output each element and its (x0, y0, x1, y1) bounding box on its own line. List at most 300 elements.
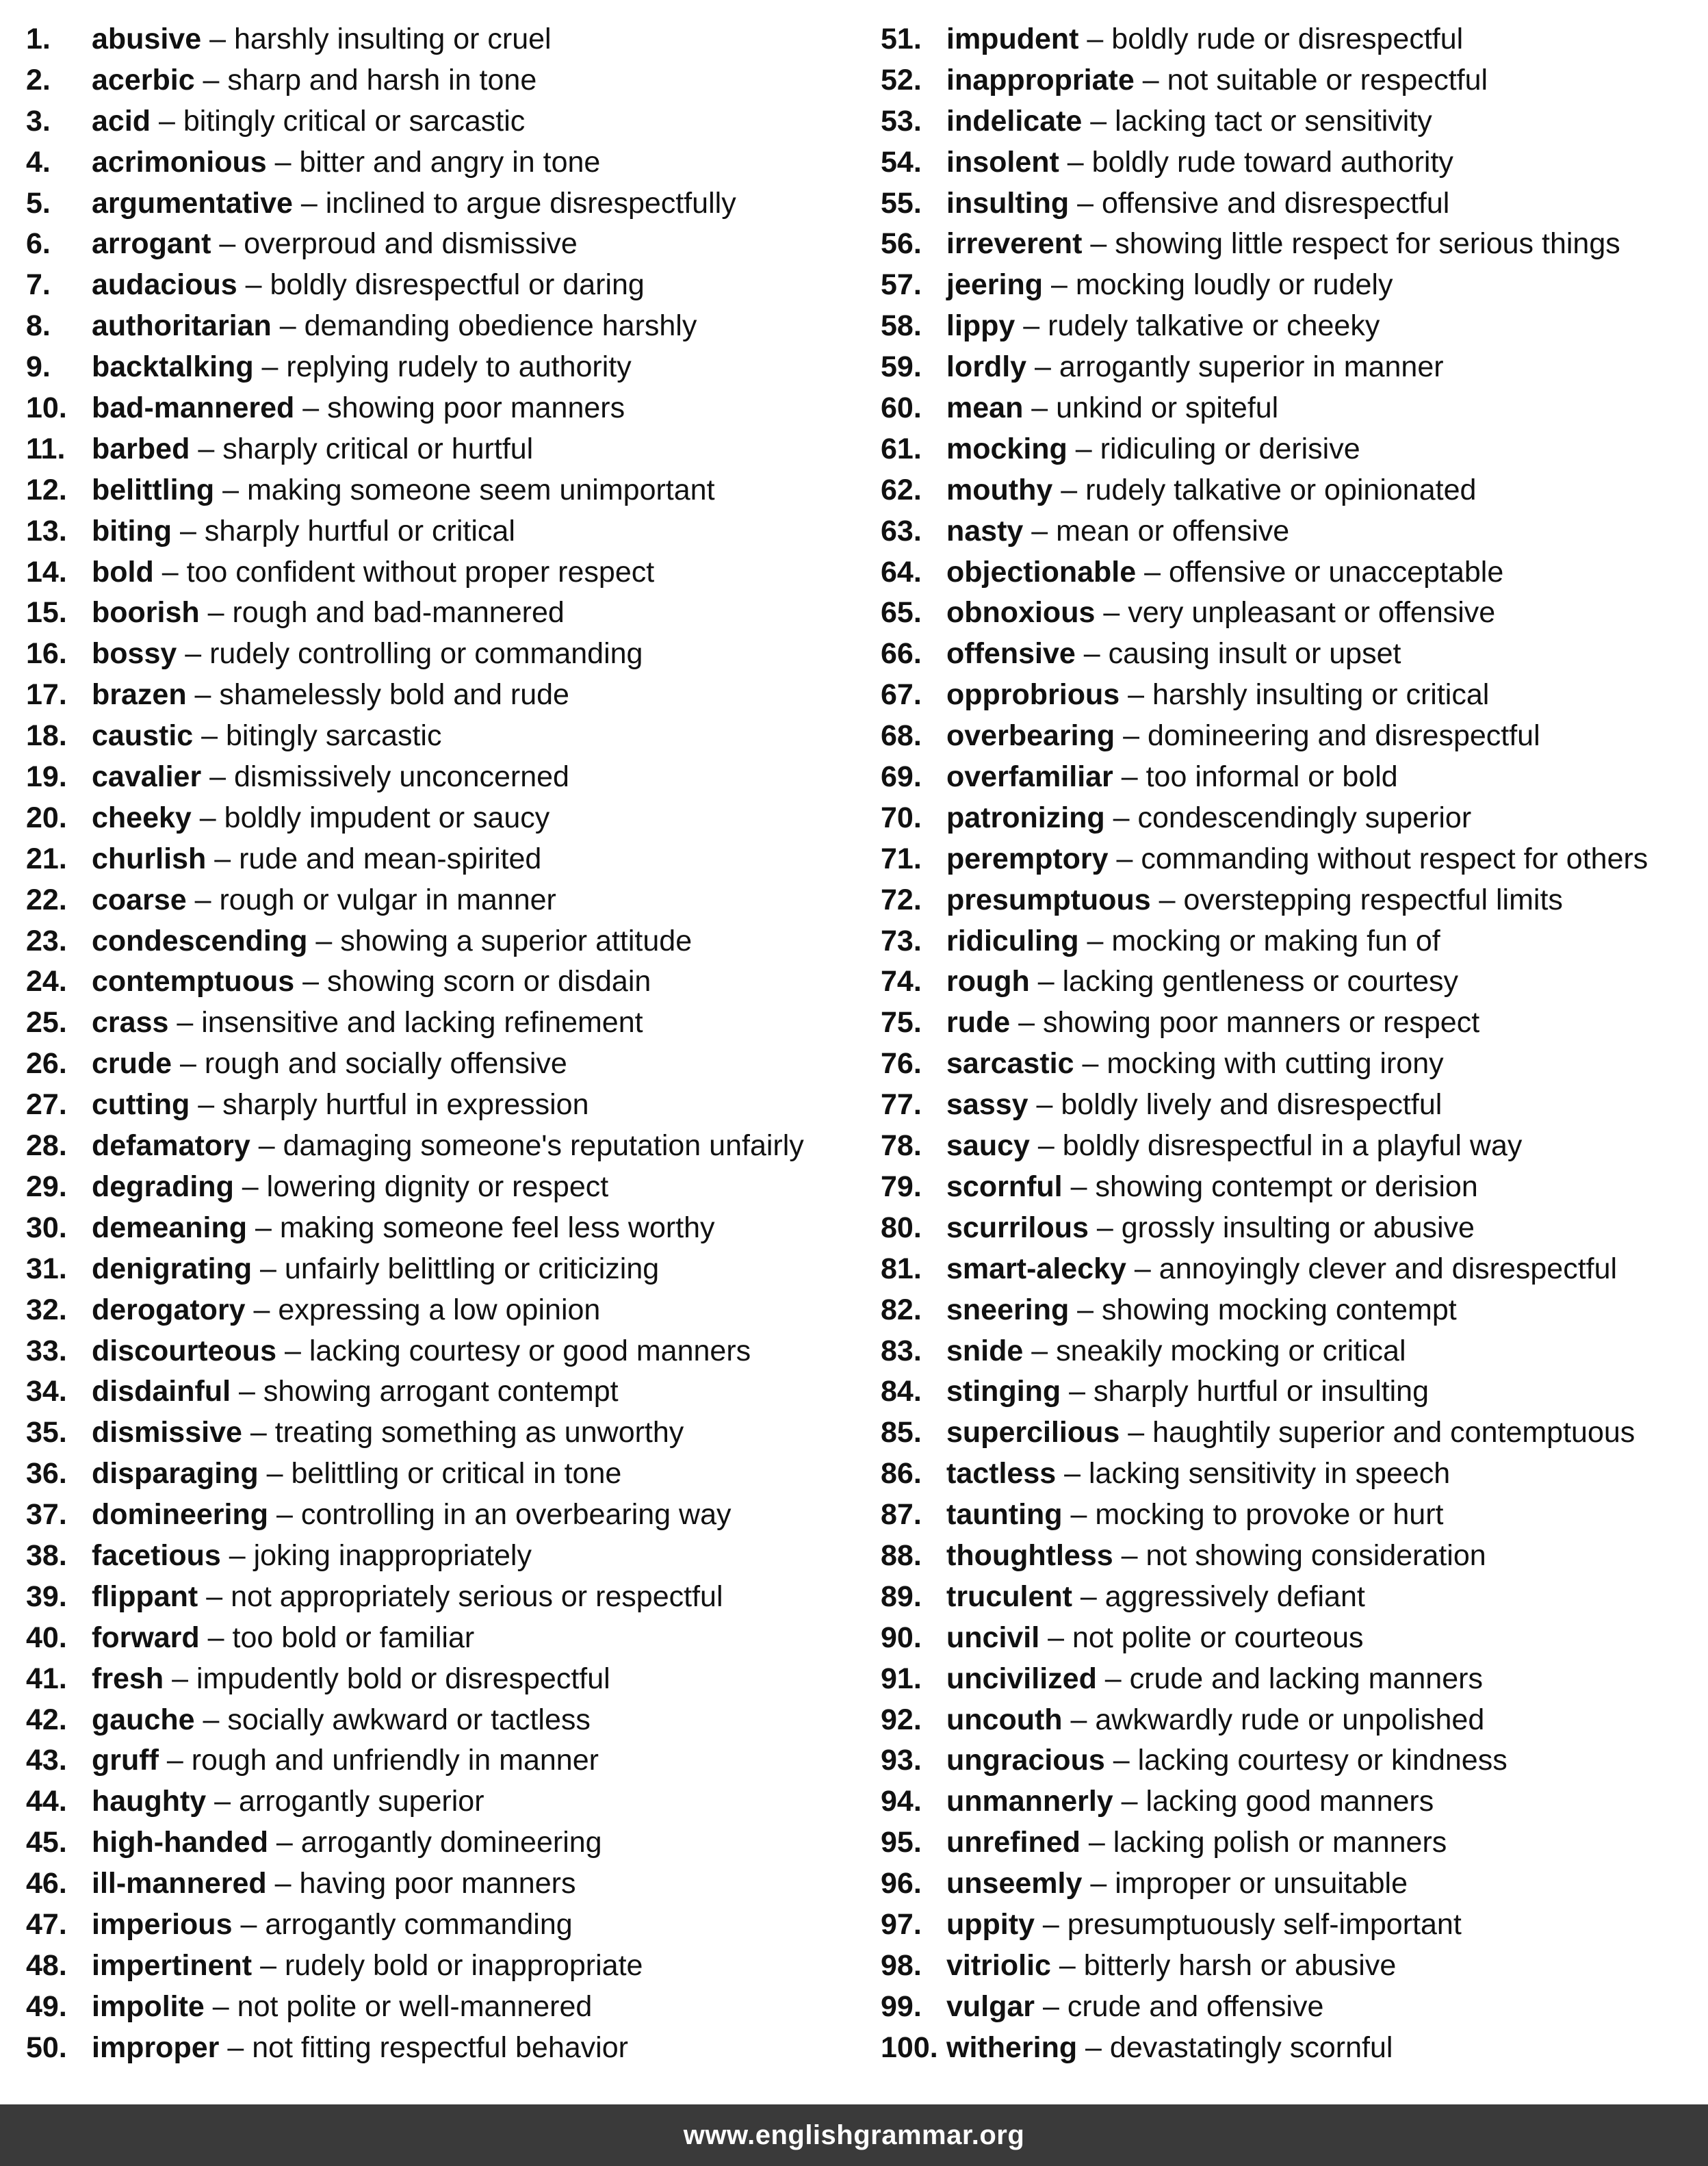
item-number: 6. (26, 227, 51, 261)
list-item (26, 1946, 868, 1987)
item-term: withering (946, 2030, 1078, 2064)
list-item (26, 224, 868, 265)
item-separator: – (151, 104, 183, 138)
item-number: 98. (881, 1948, 922, 1982)
item-number: 99. (881, 1989, 922, 2023)
item-number: 56. (881, 227, 922, 261)
list-item (881, 1167, 1695, 1208)
list-item (26, 265, 868, 306)
item-separator: – (252, 1252, 285, 1285)
item-separator: – (1023, 391, 1057, 425)
item-separator: – (1062, 1703, 1096, 1736)
item-separator: – (1023, 514, 1057, 547)
item-separator: – (191, 801, 224, 834)
item-term: barbed (92, 432, 190, 465)
item-definition: showing poor manners or respect (1043, 1006, 1480, 1040)
item-number: 22. (26, 883, 67, 916)
item-number: 80. (881, 1211, 922, 1244)
item-definition: lacking good manners (1146, 1785, 1434, 1818)
item-number: 61. (881, 432, 922, 465)
item-separator: – (1078, 23, 1112, 55)
item-term: haughty (92, 1785, 207, 1818)
item-number: 85. (881, 1416, 922, 1449)
item-number: 88. (881, 1538, 922, 1572)
item-term: crass (92, 1006, 169, 1040)
list-item (26, 1700, 868, 1741)
item-definition: mean or offensive (1056, 514, 1290, 547)
item-definition: making someone feel less worthy (279, 1211, 715, 1244)
item-definition: domineering and disrespectful (1147, 719, 1540, 753)
list-item (881, 1454, 1695, 1495)
item-number: 32. (26, 1293, 67, 1326)
item-number: 65. (881, 596, 922, 630)
item-number: 96. (881, 1867, 922, 1900)
item-term: insolent (946, 145, 1059, 179)
item-number: 82. (881, 1293, 922, 1326)
item-definition: rough and socially offensive (204, 1047, 567, 1081)
list-item (881, 1536, 1695, 1577)
item-definition: too informal or bold (1146, 760, 1398, 794)
item-term: acid (92, 104, 151, 138)
item-separator: – (252, 1948, 285, 1982)
item-definition: showing a superior attitude (340, 924, 693, 957)
item-separator: – (1088, 1211, 1122, 1244)
list-item (26, 1536, 868, 1577)
item-number: 91. (881, 1662, 922, 1695)
list-item (881, 101, 1695, 142)
item-separator: – (1062, 1498, 1096, 1532)
item-term: uncouth (946, 1703, 1063, 1736)
item-definition: inclined to argue disrespectfully (325, 186, 736, 220)
item-term: jeering (946, 268, 1043, 302)
list-item (26, 1618, 868, 1659)
item-number: 83. (881, 1334, 922, 1367)
item-definition: boldly impudent or saucy (224, 801, 550, 834)
list-item (881, 265, 1695, 306)
item-definition: not fitting respectful behavior (252, 2030, 628, 2064)
item-definition: grossly insulting or abusive (1121, 1211, 1475, 1244)
list-item (26, 921, 868, 962)
list-item (26, 429, 868, 470)
list-item (881, 1003, 1695, 1044)
item-definition: commanding without respect for others (1141, 842, 1648, 875)
item-number: 20. (26, 801, 67, 834)
item-separator: – (292, 186, 326, 220)
list-item (881, 1208, 1695, 1249)
item-definition: offensive or unacceptable (1168, 555, 1504, 589)
item-separator: – (206, 1785, 240, 1818)
item-number: 49. (26, 1989, 67, 2023)
item-number: 54. (881, 145, 922, 179)
item-definition: not appropriately serious or respectful (231, 1580, 723, 1613)
item-separator: – (1074, 1047, 1107, 1081)
list-item (26, 962, 868, 1003)
list-item (881, 1126, 1695, 1167)
list-item (26, 1249, 868, 1290)
list-item (881, 388, 1695, 429)
list-item (26, 1003, 868, 1044)
item-separator: – (198, 1580, 231, 1613)
list-item (26, 1454, 868, 1495)
item-separator: – (233, 1170, 267, 1203)
list-item (881, 675, 1695, 716)
item-number: 41. (26, 1662, 67, 1695)
item-definition: not polite or well-mannered (237, 1989, 593, 2023)
item-separator: – (204, 1989, 237, 2023)
item-separator: – (1150, 883, 1184, 916)
list-item (881, 1085, 1695, 1126)
item-number: 26. (26, 1047, 67, 1081)
list-item (881, 1700, 1695, 1741)
item-separator: – (1113, 760, 1146, 794)
item-definition: boldly lively and disrespectful (1061, 1088, 1442, 1122)
list-item (26, 839, 868, 880)
item-term: cavalier (92, 760, 202, 794)
item-number: 90. (881, 1621, 922, 1654)
item-term: defamatory (92, 1129, 250, 1163)
list-item (26, 1987, 868, 2028)
item-number: 14. (26, 555, 67, 589)
item-separator: – (1052, 473, 1086, 506)
list-item (26, 675, 868, 716)
item-separator: – (186, 678, 220, 712)
item-separator: – (1010, 1006, 1043, 1040)
item-number: 66. (881, 637, 922, 671)
item-number: 38. (26, 1538, 67, 1572)
item-term: high-handed (92, 1826, 268, 1859)
item-term: dismissive (92, 1416, 242, 1449)
list-item (881, 1577, 1695, 1618)
item-term: opprobrious (946, 678, 1120, 712)
item-term: mocking (946, 432, 1068, 465)
list-item (881, 347, 1695, 388)
item-number: 8. (26, 309, 51, 343)
item-number: 46. (26, 1867, 67, 1900)
item-definition: too confident without proper respect (186, 555, 655, 589)
list-item (881, 798, 1695, 839)
item-term: caustic (92, 719, 194, 753)
item-term: flippant (92, 1580, 198, 1613)
item-term: rough (946, 965, 1030, 998)
list-item (881, 1987, 1695, 2028)
item-definition: crude and lacking manners (1129, 1662, 1483, 1695)
list-item (26, 1495, 868, 1536)
item-separator: – (268, 1826, 301, 1859)
item-term: crude (92, 1047, 172, 1081)
list-item (26, 716, 868, 757)
item-number: 37. (26, 1498, 67, 1532)
item-definition: improper or unsuitable (1115, 1867, 1408, 1900)
item-term: bad-mannered (92, 391, 295, 425)
list-item (881, 19, 1695, 60)
item-separator: – (1108, 842, 1141, 875)
item-separator: – (201, 760, 235, 794)
list-item (26, 388, 868, 429)
item-separator: – (1050, 1948, 1084, 1982)
item-term: smart-alecky (946, 1252, 1126, 1285)
item-separator: – (307, 924, 341, 957)
item-separator: – (153, 555, 187, 589)
item-separator: – (1039, 1621, 1073, 1654)
item-definition: lowering dignity or respect (266, 1170, 609, 1203)
item-separator: – (276, 1334, 309, 1367)
list-item (26, 347, 868, 388)
item-term: cheeky (92, 801, 192, 834)
item-number: 25. (26, 1006, 67, 1040)
item-term: boorish (92, 596, 200, 630)
item-term: brazen (92, 678, 187, 712)
item-separator: – (1056, 1457, 1089, 1491)
item-definition: joking inappropriately (253, 1538, 532, 1572)
item-number: 76. (881, 1047, 922, 1081)
item-number: 21. (26, 842, 67, 875)
item-term: acrimonious (92, 145, 267, 179)
list-item (881, 1290, 1695, 1331)
item-number: 70. (881, 801, 922, 834)
item-separator: – (253, 350, 287, 384)
item-term: ungracious (946, 1744, 1105, 1777)
item-definition: bitter and angry in tone (299, 145, 601, 179)
item-separator: – (1078, 924, 1112, 957)
item-number: 28. (26, 1129, 67, 1163)
item-term: unrefined (946, 1826, 1081, 1859)
list-item (881, 634, 1695, 675)
item-term: overbearing (946, 719, 1115, 753)
list-item (881, 880, 1695, 921)
item-separator: – (220, 1538, 254, 1572)
item-separator: – (271, 309, 305, 343)
item-term: facetious (92, 1538, 221, 1572)
list-item (26, 470, 868, 511)
item-term: peremptory (946, 842, 1109, 875)
item-number: 31. (26, 1252, 67, 1285)
list-item (881, 839, 1695, 880)
item-number: 78. (881, 1129, 922, 1163)
item-definition: very unpleasant or offensive (1128, 596, 1496, 630)
list-item (881, 1618, 1695, 1659)
list-item (26, 1371, 868, 1413)
item-term: sneering (946, 1293, 1070, 1326)
item-number: 51. (881, 23, 922, 55)
list-item (26, 306, 868, 347)
item-term: stinging (946, 1375, 1061, 1408)
item-definition: treating something as unworthy (274, 1416, 684, 1449)
item-separator: – (1113, 1785, 1146, 1818)
item-definition: boldly rude or disrespectful (1111, 23, 1464, 55)
item-number: 36. (26, 1457, 67, 1491)
item-number: 19. (26, 760, 67, 794)
item-number: 17. (26, 678, 67, 712)
item-term: demeaning (92, 1211, 247, 1244)
item-definition: sharply hurtful or insulting (1094, 1375, 1429, 1408)
item-separator: – (1104, 1744, 1138, 1777)
item-definition: lacking polish or manners (1113, 1826, 1447, 1859)
item-term: degrading (92, 1170, 234, 1203)
list-item (26, 60, 868, 101)
list-item (881, 142, 1695, 183)
item-separator: – (1080, 1826, 1113, 1859)
item-number: 23. (26, 924, 67, 957)
item-separator: – (294, 965, 328, 998)
item-separator: – (172, 514, 205, 547)
item-term: arrogant (92, 227, 211, 261)
item-separator: – (1113, 1538, 1146, 1572)
item-term: sarcastic (946, 1047, 1074, 1081)
item-separator: – (177, 637, 210, 671)
item-definition: arrogantly domineering (300, 1826, 602, 1859)
item-separator: – (266, 1867, 300, 1900)
item-term: obnoxious (946, 596, 1096, 630)
item-separator: – (242, 1416, 275, 1449)
item-number: 59. (881, 350, 922, 384)
item-term: mouthy (946, 473, 1053, 506)
item-definition: lacking courtesy or good manners (309, 1334, 751, 1367)
item-term: irreverent (946, 227, 1083, 261)
item-definition: lacking sensitivity in speech (1088, 1457, 1451, 1491)
item-separator: – (186, 883, 220, 916)
item-separator: – (1115, 719, 1148, 753)
item-number: 60. (881, 391, 922, 425)
item-definition: condescendingly superior (1137, 801, 1472, 834)
item-separator: – (1077, 2030, 1110, 2064)
word-column-left (26, 19, 868, 2069)
item-definition: showing little respect for serious things (1115, 227, 1620, 261)
item-definition: rudely controlling or commanding (209, 637, 643, 671)
list-item (26, 101, 868, 142)
list-item (26, 1740, 868, 1781)
item-definition: sharply hurtful or critical (204, 514, 515, 547)
list-item (26, 1290, 868, 1331)
item-number: 3. (26, 104, 51, 138)
list-item (881, 224, 1695, 265)
item-separator: – (1082, 227, 1115, 261)
item-separator: – (1096, 1662, 1130, 1695)
item-definition: mocking to provoke or hurt (1095, 1498, 1444, 1532)
item-definition: insensitive and lacking refinement (201, 1006, 643, 1040)
item-definition: annoyingly clever and disrespectful (1159, 1252, 1618, 1285)
item-definition: making someone seem unimportant (246, 473, 715, 506)
list-item (881, 1905, 1695, 1946)
item-definition: having poor manners (299, 1867, 576, 1900)
item-number: 89. (881, 1580, 922, 1613)
item-number: 7. (26, 268, 51, 302)
item-definition: lacking courtesy or kindness (1137, 1744, 1508, 1777)
item-term: presumptuous (946, 883, 1151, 916)
list-item (881, 1822, 1695, 1864)
item-definition: not polite or courteous (1072, 1621, 1364, 1654)
item-term: gruff (92, 1744, 159, 1777)
item-term: mean (946, 391, 1024, 425)
item-term: audacious (92, 268, 237, 302)
item-separator: – (1082, 104, 1115, 138)
item-term: bossy (92, 637, 177, 671)
item-number: 4. (26, 145, 51, 179)
item-definition: too bold or familiar (232, 1621, 475, 1654)
item-number: 100. (881, 2030, 938, 2064)
list-item (881, 429, 1695, 470)
item-term: uppity (946, 1907, 1035, 1941)
item-separator: – (268, 1498, 301, 1532)
item-separator: – (247, 1211, 280, 1244)
item-definition: boldly rude toward authority (1091, 145, 1453, 179)
item-separator: – (1061, 1375, 1094, 1408)
item-term: contemptuous (92, 965, 295, 998)
list-item (26, 798, 868, 839)
item-number: 57. (881, 268, 922, 302)
item-term: rude (946, 1006, 1011, 1040)
item-definition: mocking with cutting irony (1107, 1047, 1444, 1081)
item-number: 11. (26, 432, 66, 465)
item-term: disparaging (92, 1457, 259, 1491)
item-number: 71. (881, 842, 922, 875)
item-definition: boldly disrespectful in a playful way (1062, 1129, 1523, 1163)
list-item (26, 2028, 868, 2069)
item-definition: harshly insulting or critical (1152, 678, 1490, 712)
item-separator: – (1015, 309, 1048, 343)
list-item (881, 511, 1695, 552)
list-item (881, 1044, 1695, 1085)
item-definition: rude and mean-spirited (239, 842, 542, 875)
item-term: snide (946, 1334, 1024, 1367)
item-term: objectionable (946, 555, 1137, 589)
item-term: nasty (946, 514, 1024, 547)
item-separator: – (1035, 1989, 1068, 2023)
list-item (26, 183, 868, 224)
item-definition: mocking or making fun of (1111, 924, 1440, 957)
item-definition: bitingly sarcastic (226, 719, 442, 753)
item-separator: – (199, 1621, 233, 1654)
item-separator: – (1029, 1129, 1063, 1163)
item-term: argumentative (92, 186, 293, 220)
item-separator: – (158, 1744, 192, 1777)
list-item (881, 1249, 1695, 1290)
item-separator: – (193, 719, 227, 753)
footer-url[interactable]: www.englishgrammar.org (683, 2119, 1025, 2150)
item-separator: – (1082, 1867, 1115, 1900)
list-item (26, 1413, 868, 1454)
item-number: 74. (881, 965, 922, 998)
item-term: churlish (92, 842, 207, 875)
item-definition: showing mocking contempt (1102, 1293, 1457, 1326)
item-number: 52. (881, 63, 922, 96)
item-separator: – (1095, 596, 1128, 630)
list-item (26, 1659, 868, 1700)
item-number: 84. (881, 1375, 922, 1408)
list-item (26, 593, 868, 634)
item-number: 73. (881, 924, 922, 957)
list-item (881, 470, 1695, 511)
item-term: taunting (946, 1498, 1063, 1532)
item-number: 16. (26, 637, 67, 671)
item-definition: bitterly harsh or abusive (1083, 1948, 1397, 1982)
item-term: uncivil (946, 1621, 1040, 1654)
item-number: 39. (26, 1580, 67, 1613)
item-definition: arrogantly commanding (265, 1907, 573, 1941)
item-separator: – (1136, 555, 1169, 589)
item-definition: showing arrogant contempt (263, 1375, 619, 1408)
item-definition: rudely bold or inappropriate (284, 1948, 643, 1982)
item-definition: causing insult or upset (1108, 637, 1401, 671)
item-term: impudent (946, 23, 1079, 55)
item-definition: impudently bold or disrespectful (196, 1662, 610, 1695)
item-definition: dismissively unconcerned (234, 760, 569, 794)
item-definition: overproud and dismissive (244, 227, 578, 261)
item-separator: – (1034, 1907, 1068, 1941)
item-term: coarse (92, 883, 187, 916)
item-separator: – (1043, 268, 1076, 302)
item-term: impolite (92, 1989, 205, 2023)
item-number: 94. (881, 1785, 922, 1818)
